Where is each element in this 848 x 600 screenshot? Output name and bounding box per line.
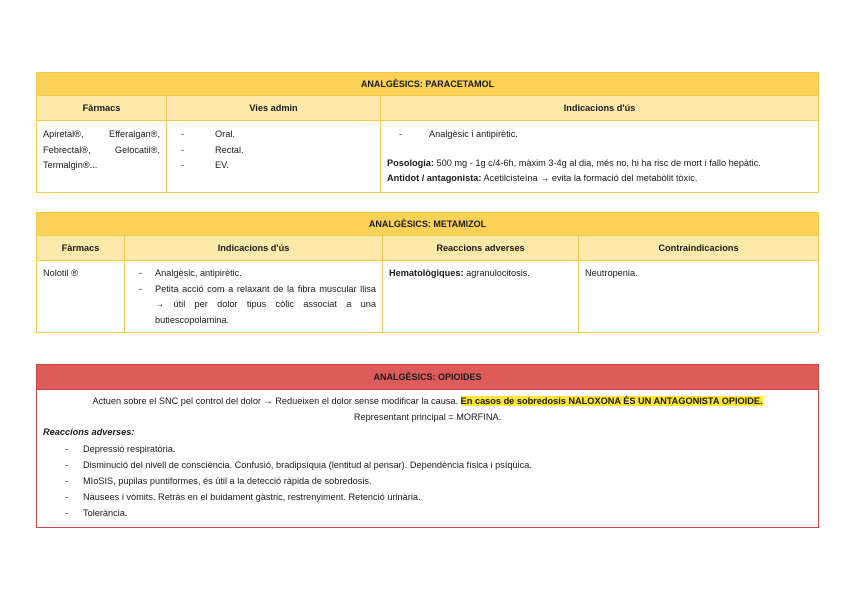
antidot-label: Antídot / antagonista: [387,173,482,183]
metamizol-reaccions-cell [383,261,579,333]
paracetamol-drugs-cell [37,121,167,193]
paracetamol-indicacions-cell [381,121,819,193]
opioides-body [37,390,819,528]
paracetamol-title: ANALGÈSICS: PARACETAMOL [37,73,819,96]
naloxona-highlight: En casos de sobredosis NALOXONA ÉS UN ANTAGONISTA OPIOIDE. [460,396,763,406]
header-indicacions: Indicacions d'ús [125,236,383,261]
reaction-item: - Tolerància. [43,505,812,521]
reac-label: Hematològiques: [389,268,464,278]
header-contraindicacions: Contraindicacions [579,236,819,261]
drug-nolotil: Nolotil ® [43,268,78,278]
opioides-intro: Actuen sobre el SNC pel control del dolor → Redueixen el dolor sense modificar la causa. [92,396,459,406]
indication-item: - Analgèsic i antipirètic. [387,127,812,143]
via-item: - EV. [173,158,374,174]
reaction-item: - Depressió respiratòria. [43,441,812,457]
header-vies-admin: Vies admin [167,96,381,121]
posologia-label: Posologia: [387,157,434,168]
header-indicacions: Indicacions d'ús [381,96,819,121]
paracetamol-vies-cell [167,121,381,193]
drug-efferalgan: Efferalgan®, [108,129,160,139]
opioides-intro-line [43,394,812,410]
antidot-text: Acetilcisteína → evita la formació del metabòlit tòxic. [481,173,698,183]
metamizol-contra-cell [579,261,819,333]
metamizol-indicacions-cell [125,261,383,333]
drug-termalgin: Termalgin®... [43,160,98,170]
metamizol-table [36,212,819,333]
indication-item: - Analgèsic, antipirètic. [131,266,376,282]
header-farmacs: Fàrmacs [37,236,125,261]
contra-text: Neutropenia. [585,268,638,278]
metamizol-title: ANALGÈSICS: METAMIZOL [37,213,819,236]
header-reaccions: Reaccions adverses [383,236,579,261]
reaction-item: - Nàusees i vòmits. Retràs en el buidament gàstric, restrenyiment. Retenció urinària. [43,489,812,505]
opioides-title: ANALGÈSICS: OPIOIDES [37,365,819,390]
opioides-table [36,364,819,528]
metamizol-drug-cell [37,261,125,333]
via-item: - Oral. [173,127,374,143]
drug-febrectal: Febrectal®, [43,144,91,155]
drug-gelocatil: Gelocatil®, [114,144,160,155]
drug-apiretal: Apiretal®, [43,129,84,139]
posologia-line [387,156,812,172]
reaction-item: - MIoSIS, pupilas puntiformes, és útil a la detecció ràpida de sobredosis. [43,473,812,489]
header-farmacs: Fàrmacs [37,96,167,121]
reaction-item: - Disminució del nivell de consciència. Confusió, bradipsíquia (lentitud al pensar). Dependència física i psíquica. [43,457,812,473]
reaccions-title: Reaccions adverses: [43,427,135,437]
antidot-line [387,171,812,187]
posologia-text: 500 mg - 1g c/4-6h, màxim 3-4g al dia, més no, hi ha risc de mort i fallo hepàtic. [433,157,761,168]
via-item: - Rectal. [173,143,374,159]
representant-line: Representant principal = MORFINA. [353,411,502,422]
paracetamol-table [36,72,819,193]
indication-item: - Petita acció com a relaxant de la fibra muscular llisa → útil per dolor tipus còlic associat a una butiescopolamina. [131,282,376,329]
reac-text: agranulocitosis. [463,268,530,278]
